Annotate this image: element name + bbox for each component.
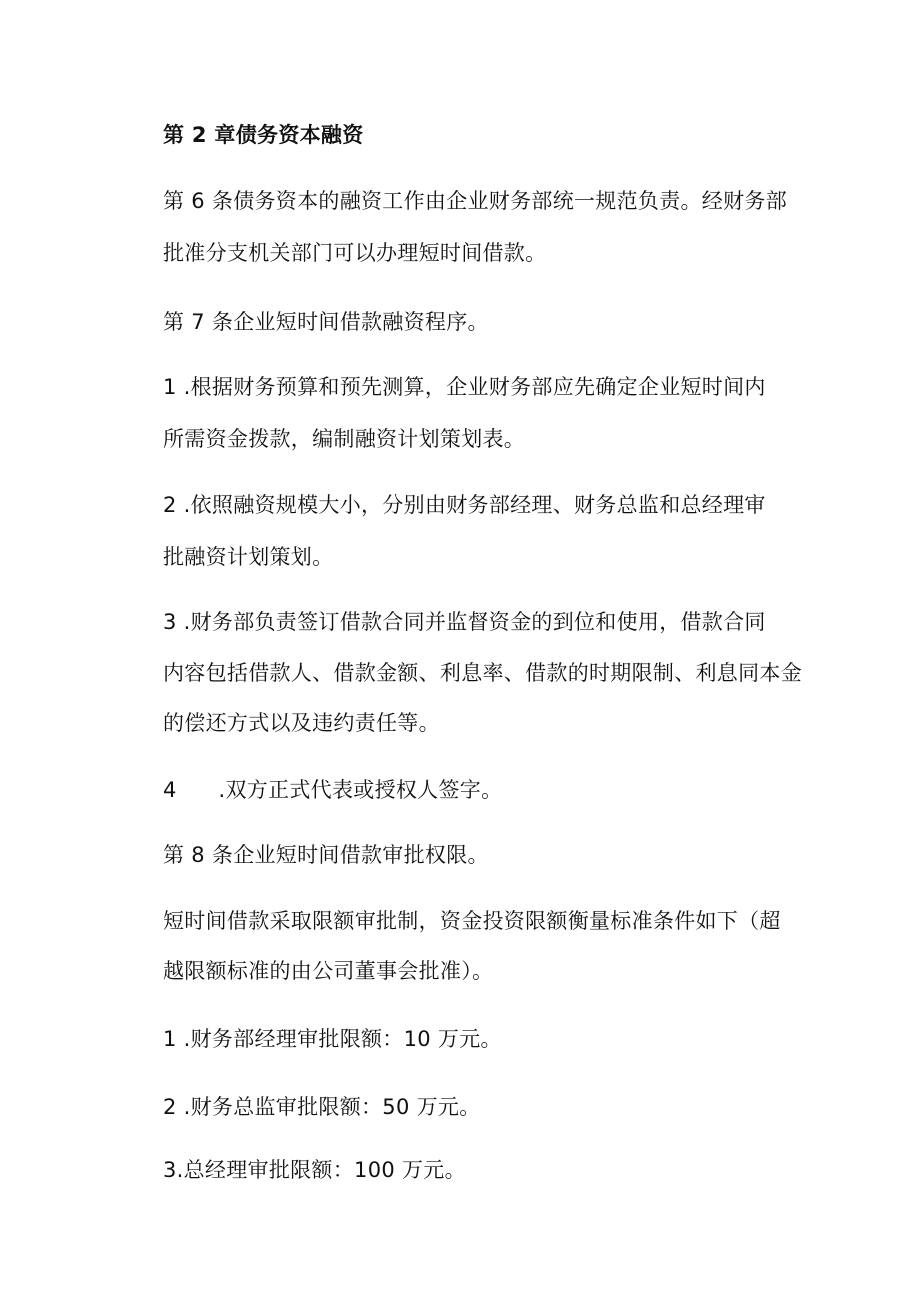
procedure-item-3-line-3: 的偿还方式以及违约责任等。	[163, 711, 440, 735]
chapter-title: 第 2 章债务资本融资	[163, 123, 364, 147]
procedure-item-3-line-2: 内容包括借款人、借款金额、利息率、借款的时期限制、利息同本金	[163, 661, 802, 685]
article-8: 第 8 条企业短时间借款审批权限。	[163, 843, 489, 867]
article-6-line-2: 批准分支机关部门可以办理短时间借款。	[163, 241, 547, 265]
article-7: 第 7 条企业短时间借款融资程序。	[163, 310, 489, 334]
article-8-description-line-2: 越限额标准的由公司董事会批准）。	[163, 959, 494, 983]
approval-limit-2: 2 .财务总监审批限额：50 万元。	[163, 1095, 481, 1119]
procedure-item-1-line-2: 所需资金拨款，编制融资计划策划表。	[163, 427, 526, 451]
procedure-item-4: 4 .双方正式代表或授权人签字。	[163, 778, 503, 802]
article-6-line-1: 第 6 条债务资本的融资工作由企业财务部统一规范负责。经财务部	[163, 189, 788, 213]
approval-limit-1: 1 .财务部经理审批限额：10 万元。	[163, 1027, 502, 1051]
procedure-item-3-line-1: 3 .财务部负责签订借款合同并监督资金的到位和使用，借款合同	[163, 610, 766, 634]
approval-limit-3: 3.总经理审批限额：100 万元。	[163, 1158, 466, 1182]
procedure-item-1-line-1: 1 .根据财务预算和预先测算，企业财务部应先确定企业短时间内	[163, 375, 766, 399]
article-8-description-line-1: 短时间借款采取限额审批制，资金投资限额衡量标准条件如下（超	[163, 909, 781, 933]
procedure-item-2-line-1: 2 .依照融资规模大小，分别由财务部经理、财务总监和总经理审	[163, 493, 766, 517]
procedure-item-2-line-2: 批融资计划策划。	[163, 545, 334, 569]
